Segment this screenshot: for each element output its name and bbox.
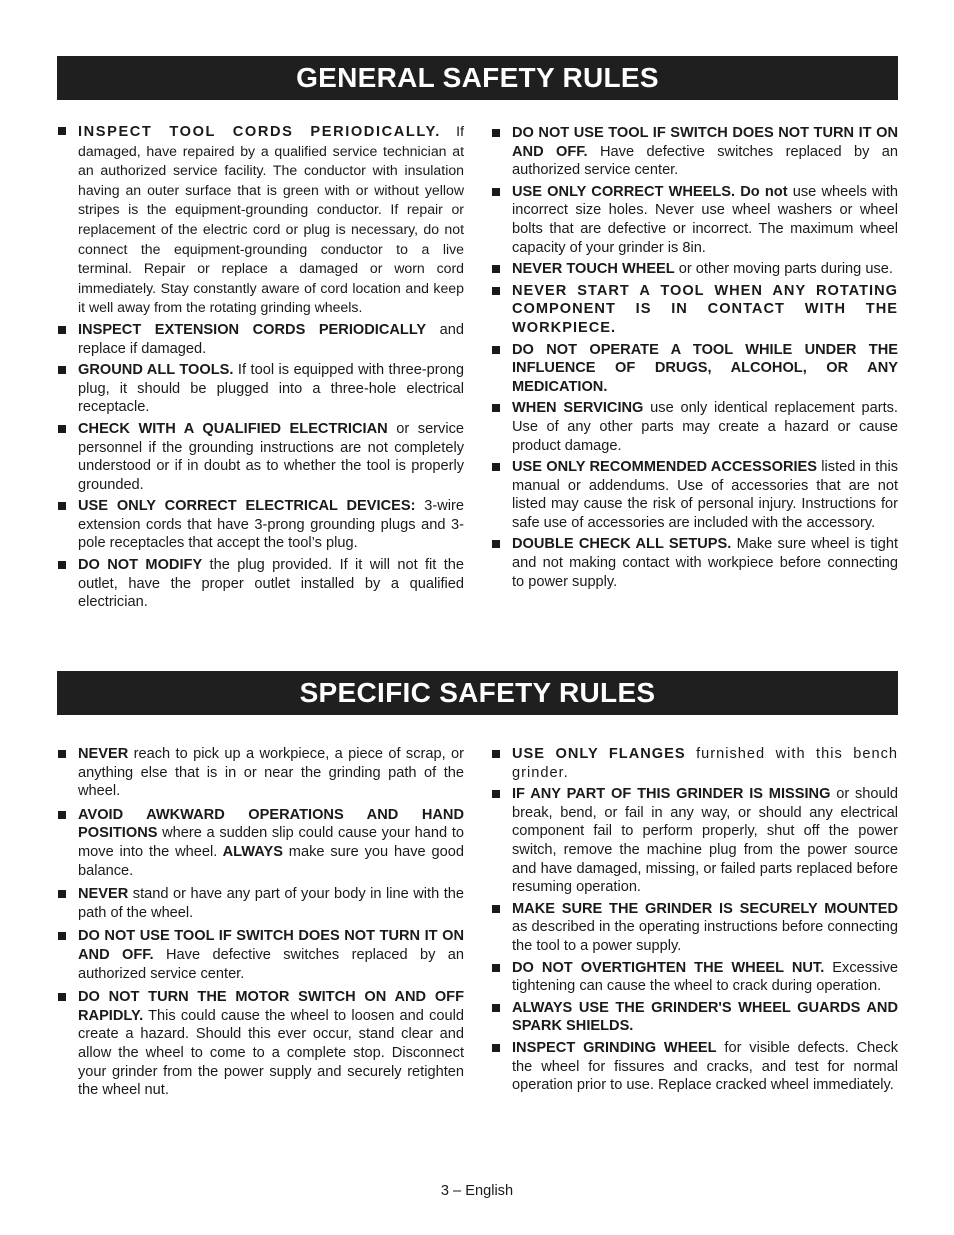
square-bullet-icon bbox=[58, 366, 66, 374]
square-bullet-icon bbox=[492, 540, 500, 548]
list-item bbox=[491, 745, 898, 782]
rule-heading: USE ONLY FLANGES bbox=[512, 746, 686, 762]
square-bullet-icon bbox=[58, 326, 66, 334]
rule-text: If damaged, have repaired by a qualified service technician at an authorized service facility. The conductor with insulation having an outer surface that is green with or without yellow stripes is the equipment-grounding conductor. If repair or replacement of the electric cord or plug is necessary, do not connect the equipment-grounding conductor to a live terminal. Repair or replace a damaged or worn cord immediately. Stay constantly aware of cord location and keep it well away from the rotating grinding wheels. bbox=[78, 123, 464, 316]
square-bullet-icon bbox=[58, 811, 66, 819]
square-bullet-icon bbox=[492, 404, 500, 412]
square-bullet-icon bbox=[492, 1004, 500, 1012]
page-footer: 3 – English bbox=[440, 1183, 514, 1199]
rule-heading: INSPECT TOOL CORDS PERIODICALLY. bbox=[78, 124, 441, 140]
square-bullet-icon bbox=[58, 750, 66, 758]
square-bullet-icon bbox=[58, 890, 66, 898]
square-bullet-icon bbox=[58, 127, 66, 135]
rule-text: Make sure wheel is tight and not making contact with workpiece before connecting to power supply. bbox=[512, 536, 898, 590]
general-rules-left-column bbox=[57, 122, 464, 615]
rule-text: use wheels with incorrect size holes. Never use wheel washers or wheel bolts that are defective or incorrect. The maximum wheel capacity of your grinder is 8in. bbox=[512, 183, 898, 256]
rule-text: the plug provided. If it will not fit the outlet, have the proper outlet installed by a qualified electrician. bbox=[78, 557, 464, 611]
rule-text: stand or have any part of your body in line with the path of the wheel. bbox=[78, 886, 464, 921]
list-item bbox=[491, 535, 898, 591]
rule-text: furnished with this bench grinder. bbox=[512, 746, 898, 781]
rule-heading: DOUBLE CHECK ALL SETUPS. bbox=[512, 536, 732, 553]
square-bullet-icon bbox=[492, 287, 500, 295]
square-bullet-icon bbox=[58, 502, 66, 510]
rule-heading: DO NOT USE TOOL IF SWITCH DOES NOT TURN IT ON AND OFF. bbox=[78, 928, 464, 963]
rule-heading: USE ONLY CORRECT WHEELS. Do not bbox=[512, 183, 788, 200]
rule-text: Have defective switches replaced by an authorized service center. bbox=[512, 143, 898, 179]
rule-heading: AVOID AWKWARD OPERATIONS AND HAND POSITIONS bbox=[78, 806, 464, 842]
rule-heading: USE ONLY RECOMMENDED ACCESSORIES bbox=[512, 459, 818, 476]
square-bullet-icon bbox=[492, 265, 500, 273]
rule-text: This could cause the wheel to loosen and could create a hazard. Should this ever occur, stand clear and allow the wheel to come to a complete stop. Disconnect your grinder from the power supply and securely retighten the wheel nut. bbox=[78, 1007, 464, 1099]
rule-heading: DO NOT USE TOOL IF SWITCH DOES NOT TURN IT ON AND OFF. bbox=[512, 125, 898, 160]
rule-heading: GROUND ALL TOOLS. bbox=[78, 362, 234, 379]
square-bullet-icon bbox=[492, 188, 500, 196]
rule-text: reach to pick up a workpiece, a piece of scrap, or anything else that is in or near the grinding path of the wheel. bbox=[78, 746, 464, 800]
rule-text: or other moving parts during use. bbox=[674, 261, 893, 278]
list-item bbox=[491, 1039, 898, 1095]
list-item bbox=[491, 900, 898, 956]
square-bullet-icon bbox=[492, 463, 500, 471]
rule-heading: NEVER bbox=[78, 886, 129, 903]
rule-heading: DO NOT OPERATE A TOOL WHILE UNDER THE INFLUENCE OF DRUGS, ALCOHOL, OR ANY MEDICATION. bbox=[512, 341, 898, 395]
specific-rules-left-column bbox=[57, 745, 464, 1105]
list-item bbox=[57, 885, 464, 922]
rule-text: use only identical replacement parts. Use of any other parts may create a hazard or cause product damage. bbox=[512, 400, 898, 454]
rule-heading: DO NOT OVERTIGHTEN THE WHEEL NUT. bbox=[512, 959, 825, 976]
square-bullet-icon bbox=[492, 750, 500, 758]
list-item bbox=[57, 321, 464, 358]
square-bullet-icon bbox=[58, 932, 66, 940]
rule-text: Have defective switches replaced by an authorized service center. bbox=[78, 946, 464, 982]
rule-heading: INSPECT GRINDING WHEEL bbox=[512, 1039, 717, 1056]
rule-heading: NEVER TOUCH WHEEL bbox=[512, 261, 675, 278]
rule-text: Excessive tightening can cause the wheel to crack during operation. bbox=[512, 959, 898, 995]
list-item bbox=[57, 806, 464, 880]
rule-heading: USE ONLY CORRECT ELECTRICAL DEVICES: bbox=[78, 498, 416, 515]
rule-text: or should break, bend, or fail in any way, or should any electrical component fail to perform properly, shut off the power switch, remove the machine plug from the power source and have damaged, missing, or failed parts replaced before resuming operation. bbox=[512, 786, 898, 896]
rule-heading: WHEN SERVICING bbox=[512, 400, 644, 417]
list-item bbox=[57, 556, 464, 612]
list-item bbox=[491, 260, 898, 279]
specific-safety-rules-heading: SPECIFIC SAFETY RULES bbox=[57, 671, 898, 715]
rule-heading: MAKE SURE THE GRINDER IS SECURELY MOUNTED bbox=[512, 900, 898, 917]
list-item bbox=[491, 399, 898, 455]
rule-text: or service personnel if the grounding instructions are not completely understood or if in doubt as to whether the tool is properly grounded. bbox=[78, 420, 464, 493]
list-item bbox=[57, 497, 464, 553]
list-item bbox=[491, 124, 898, 180]
rule-heading: CHECK WITH A QUALIFIED ELECTRICIAN bbox=[78, 420, 388, 437]
rule-emphasis: ALWAYS bbox=[217, 843, 283, 860]
rule-text: listed in this manual or addendums. Use of accessories that are not listed may cause the risk of personal injury. Instructions for safe use of accessories are included with the accessory. bbox=[512, 459, 898, 531]
list-item bbox=[57, 420, 464, 494]
rule-text: 3-wire extension cords that have 3-prong grounding plugs and 3-pole receptacles that accept the tool’s plug. bbox=[78, 498, 465, 552]
list-item bbox=[57, 988, 464, 1100]
rule-heading: DO NOT MODIFY bbox=[78, 557, 203, 574]
rule-text: for visible defects. Check the wheel for fissures and cracks, and test for normal operation prior to use. Replace cracked wheel immediately. bbox=[512, 1039, 898, 1094]
list-item bbox=[491, 183, 898, 257]
list-item bbox=[57, 122, 464, 318]
square-bullet-icon bbox=[492, 964, 500, 972]
list-item bbox=[491, 341, 898, 397]
square-bullet-icon bbox=[58, 425, 66, 433]
list-item bbox=[491, 785, 898, 897]
rule-heading: IF ANY PART OF THIS GRINDER IS MISSING bbox=[512, 786, 831, 803]
rule-text: make sure you have good balance. bbox=[78, 843, 465, 879]
list-item bbox=[57, 361, 464, 417]
list-item bbox=[57, 745, 464, 801]
list-item bbox=[491, 999, 898, 1036]
general-rules-right-column bbox=[491, 124, 898, 594]
rule-heading: INSPECT EXTENSION CORDS PERIODICALLY bbox=[78, 321, 427, 338]
specific-rules-right-column bbox=[491, 745, 898, 1098]
rule-heading: DO NOT TURN THE MOTOR SWITCH ON AND OFF RAPIDLY. bbox=[78, 989, 464, 1024]
rule-text: and replace if damaged. bbox=[78, 321, 465, 357]
square-bullet-icon bbox=[492, 790, 500, 798]
general-safety-rules-heading: GENERAL SAFETY RULES bbox=[57, 56, 898, 100]
rule-text: If tool is equipped with three-prong plug, it should be plugged into a three-hole electrical receptacle. bbox=[78, 362, 464, 416]
square-bullet-icon bbox=[492, 905, 500, 913]
square-bullet-icon bbox=[492, 129, 500, 137]
list-item bbox=[491, 458, 898, 532]
rule-heading: NEVER bbox=[78, 746, 129, 762]
list-item bbox=[57, 927, 464, 983]
rule-heading: ALWAYS USE THE GRINDER'S WHEEL GUARDS AND SPARK SHIELDS. bbox=[512, 999, 898, 1035]
list-item bbox=[491, 959, 898, 996]
list-item bbox=[491, 282, 898, 338]
rule-text: as described in the operating instructions before connecting the tool to a power supply. bbox=[512, 919, 898, 954]
square-bullet-icon bbox=[58, 993, 66, 1001]
square-bullet-icon bbox=[492, 1044, 500, 1052]
rule-heading: NEVER START A TOOL WHEN ANY ROTATING COMPONENT IS IN CONTACT WITH THE WORKPIECE. bbox=[512, 282, 898, 336]
rule-text: where a sudden slip could cause your hand to move into the wheel. bbox=[78, 825, 464, 860]
square-bullet-icon bbox=[58, 561, 66, 569]
square-bullet-icon bbox=[492, 346, 500, 354]
